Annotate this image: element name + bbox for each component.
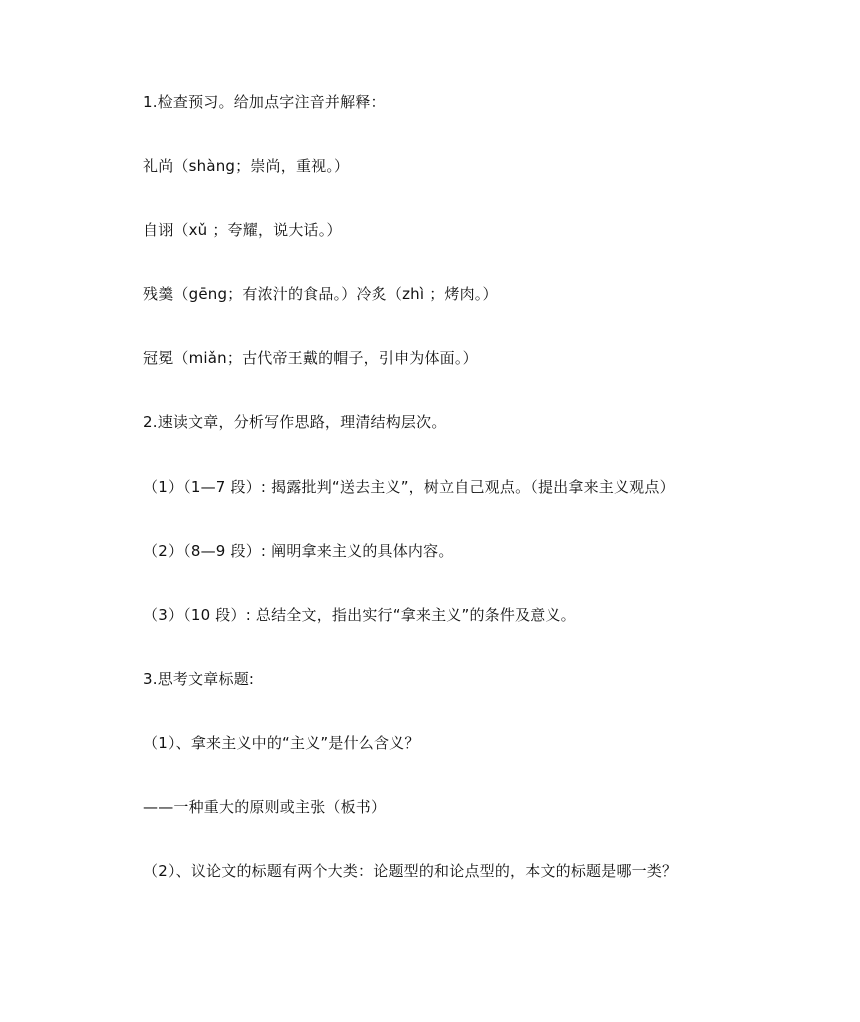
vocab-item-lishang: 礼尚（shàng；崇尚，重视。） — [143, 157, 350, 175]
question-1: （1）、拿来主义中的“主义”是什么含义？ — [143, 734, 420, 752]
section-1-heading: 1.检查预习。给加点字注音并解释： — [143, 93, 386, 111]
section-2-heading: 2.速读文章，分析写作思路，理清结构层次。 — [143, 413, 447, 431]
answer-1: ——一种重大的原则或主张（板书） — [143, 798, 387, 816]
structure-item-3: （3）（10 段）: 总结全文，指出实行“拿来主义”的条件及意义。 — [143, 606, 576, 624]
vocab-item-cangeng-lengzhi: 残羹（gēng；有浓汁的食品。）冷炙（zhì ；烤肉。） — [143, 285, 498, 303]
structure-item-2: （2）（8—9 段）: 阐明拿来主义的具体内容。 — [143, 542, 454, 560]
structure-item-1: （1）（1—7 段）: 揭露批判“送去主义”，树立自己观点。（提出拿来主义观点） — [143, 478, 675, 496]
question-2: （2）、议论文的标题有两个大类：论题型的和论点型的，本文的标题是哪一类？ — [143, 862, 678, 880]
section-3-heading: 3.思考文章标题: — [143, 670, 255, 688]
vocab-item-zixu: 自诩（xǔ ；夸耀，说大话。） — [143, 221, 342, 239]
vocab-item-guanmian: 冠冕（miǎn；古代帝王戴的帽子，引申为体面。） — [143, 349, 478, 367]
